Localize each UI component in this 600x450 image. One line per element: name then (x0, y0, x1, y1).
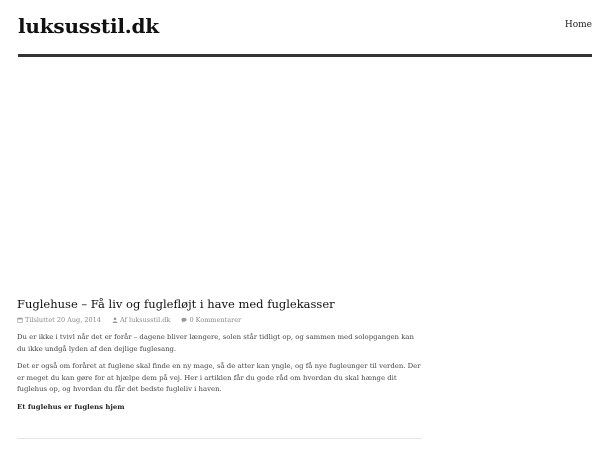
post-date-text: Tilsluttet 20 Aug, 2014 (25, 316, 101, 324)
calendar-icon (17, 317, 23, 323)
nav-home-link[interactable]: Home (564, 20, 592, 30)
post-subheading: Et fuglehus er fuglens hjem (17, 402, 125, 411)
post-meta (17, 315, 250, 325)
post-divider (17, 438, 422, 439)
post-comments-link[interactable]: 0 Kommentarer (189, 316, 242, 324)
post-paragraph: Det er også om foråret at fuglene skal finde en ny mage, så de atter kan yngle, og få nye fugleunger til verden. Der er meget du kan gøre for at hjælpe dem på vej. Her i artiklen får du gode råd om hvordan du skal hænge dit fuglehus op, og hvordan du får det bedste fugleliv i haven. (17, 362, 421, 393)
post-author (112, 315, 170, 325)
ad-space (18, 64, 592, 284)
user-icon (112, 317, 118, 323)
post-date (17, 315, 101, 325)
header-divider (18, 54, 592, 57)
post-comments (181, 315, 241, 325)
post-excerpt (17, 332, 422, 419)
comment-icon (181, 317, 187, 323)
site-title[interactable]: luksusstil.dk (18, 14, 159, 38)
post-paragraph: Du er ikke i tvivl når det er forår – dagene bliver længere, solen står tidligt op, og sammen med solopgangen kan du ikke undgå lyden af den dejlige fuglesang. (17, 333, 414, 353)
post-title[interactable]: Fuglehuse – Få liv og fuglefløjt i have med fuglekasser (17, 297, 335, 311)
post-author-link[interactable]: Af luksusstil.dk (119, 316, 171, 324)
